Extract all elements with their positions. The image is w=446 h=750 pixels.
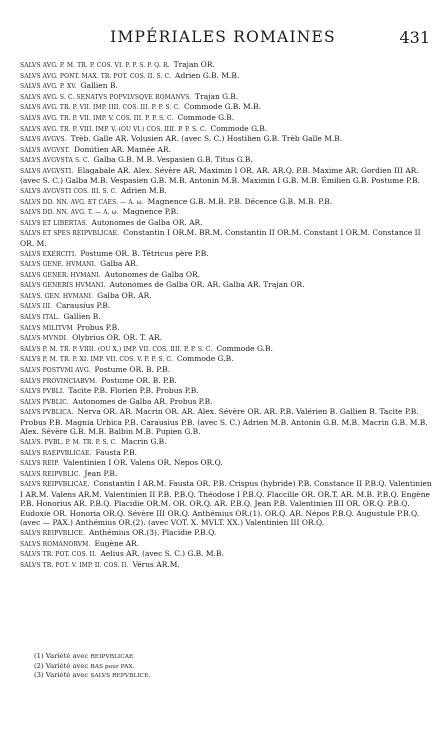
legend-entry (20, 197, 432, 208)
legend-entry (20, 560, 432, 571)
legend-text: SALVS REIPVBLIC. (20, 470, 81, 478)
legend-entry (20, 166, 432, 186)
legend-text: SALVS MVNDI. (20, 335, 69, 343)
legend-entry (20, 301, 432, 312)
legend-entry (20, 145, 432, 156)
legend-entry (20, 528, 432, 539)
emperor-list: Valentinien I OR. Valens OR. Nepos OR.Q. (63, 458, 223, 468)
emperor-list: Commode G.B. (177, 112, 235, 122)
page-number: 431 (399, 28, 430, 47)
emperor-list: Magnence P.B. (122, 207, 179, 217)
legend-text: SALVS AVGVSTI. (20, 167, 74, 175)
legend-text: SALVS AVGVST. (20, 146, 70, 154)
legend-entry (20, 365, 432, 376)
legend-entry (20, 218, 432, 229)
emperor-list: Commode G.B. (210, 123, 268, 133)
emperor-list: Trèb. Galle AR. Volusien AR. (avec S. C.) Hostilien G.B. Trèb Galle M.B. (70, 134, 343, 144)
emperor-list: Postume OR. B. P.B. (94, 365, 171, 375)
legend-text: SALVS AVG. PONT. MAX. TR. POT. COS. II. S. C. (20, 72, 172, 80)
legend-entry (20, 60, 432, 71)
legend-text: SALVS. PVBL. P. M. TR. P. S. C. (20, 439, 117, 446)
legend-text: SALVS AVG. TR. P. VII. IMP. IIII. COS. III. P. P. S. C. (20, 104, 181, 112)
legend-text: SALVS PVBLIC. (20, 398, 69, 406)
emperor-list: Jean P.B. (84, 468, 118, 478)
legend-text: SALVS PVBLICA. (20, 409, 74, 417)
legend-entry (20, 259, 432, 270)
emperor-list: Anthémius OR.(3). Placidie P.B.Q. (89, 527, 217, 537)
emperor-list: Elagabale AR. Alex. Sévère AR. Maximin I OR. AR. AR.Q. P.B. Maxime AR. Gordien III AR. (avec S. C.) Galba M.B. Vespasien G.B. M.B. Antonin M.B. Maximin I G.B. M.B. Émilien G.B. Postume P.B. (20, 165, 420, 186)
legend-entries-list (20, 60, 432, 570)
legend-text: SALVS GENE. HVMANI. (20, 261, 97, 269)
footnote-legend: SALVS REPVBLICE. (90, 673, 151, 680)
emperor-list: Autonomes de Galba OR. AR. Galba AR. Trajan OR. (109, 280, 305, 290)
legend-entry (20, 479, 432, 528)
legend-text: SALVS DD. NN. AVG. ET CAES. — A. ω. (20, 198, 144, 206)
emperor-list: Eugène AR. (94, 538, 140, 548)
emperor-list: Gallien B. (63, 312, 101, 322)
legend-entry (20, 344, 432, 355)
legend-text: SALVS RAEPVBLICAE. (20, 449, 92, 457)
legend-text: SALVS GENERIS HVMANI. (20, 282, 106, 290)
legend-text: SALVS TR. POT. COS. II. (20, 551, 97, 559)
page-header (0, 28, 446, 50)
legend-entry (20, 354, 432, 365)
emperor-list: Fausta P.B. (95, 447, 137, 457)
emperor-list: Constantin I OR.M. BR.M. Constantin II OR.M. Constant I OR.M. Constance II OR. M. (20, 228, 421, 248)
legend-text: SALVS AVGVSTA S. C. (20, 157, 90, 165)
legend-text: SALVS AVGVSTI COS. III. S. C. (20, 188, 117, 196)
legend-entry (20, 113, 432, 124)
emperor-list: Aelius AR. (avec S. C.) G.B. M.B. (100, 549, 224, 559)
legend-text: SALVS GENER. HVMANI. (20, 271, 101, 279)
emperor-list: Postume OR. B. P.B. (101, 375, 177, 385)
legend-text: SALVS AVG. P. M. TR. P. COS. VI. P. P. S. P. Q. R. (20, 62, 170, 69)
legend-text: SALVS ITAL. (20, 314, 60, 322)
legend-entry (20, 124, 432, 135)
legend-text: SALVS P. M. TR. P. XI. IMP. VII. COS. V. P. P. S. C. (20, 356, 173, 364)
legend-text: SALVS PROVINCIARVM. (20, 377, 98, 385)
legend-text: SALVS AVG. TR. P. VIII. IMP. V. (OU VI.) COS. IIII. P. P. S. C. (20, 125, 207, 133)
legend-text: SALVS EXERCITI. (20, 250, 77, 258)
legend-entry (20, 270, 432, 281)
emperor-list: Commode G.B. M.B. (184, 102, 262, 112)
emperor-list: Autonomes de Galba OR. AR. (91, 217, 203, 227)
footnote-text: (3) Variété avec (34, 671, 91, 680)
legend-entry (20, 81, 432, 92)
emperor-list: Adrien G.B. M.B. (175, 70, 240, 80)
legend-text: SALVS AVG. P. XV. (20, 83, 77, 91)
legend-entry (20, 407, 432, 437)
legend-entry (20, 376, 432, 387)
emperor-list: Constantin I AR.M. Fausta OR. P.B. Crispus (hybride) P.B. Constance II P.B.Q. Valentinien I AR.M. Valens AR.M. Valentinien II P.B. P.B.Q. Théodose I P.B.Q. Flaccille OR. OR.T. AR. M.B. P.B.Q. Engène P.B. Honorius AR. P.B.Q. Placidie OR.M. OR. OR.Q. AR. P.B.Q. Jean P.B. Valentinien III OR. OR.Q. P.B.Q. Eudoxie OR. Honoria OR.Q. Sévère III OR.Q. Anthémius OR.(1). OR.Q. AR. Népos P.B.Q. Augustule P.B.Q. (avec — PAX.) Anthémius OR.(2). (avec VOT. X. MVLT. XX.) Valentinien III OR.Q. (20, 479, 432, 528)
legend-entry (20, 333, 432, 344)
legend-entry (20, 469, 432, 480)
running-title: IMPÉRIALES ROMAINES (110, 28, 336, 46)
legend-entry (20, 207, 432, 218)
emperor-list: Domitien AR. Mamée AR. (74, 144, 171, 154)
emperor-list: Tacite P.B. Florien P.B. Probus P.B. (68, 386, 199, 396)
legend-entry (20, 280, 432, 291)
emperor-list: Adrien M.B. (121, 186, 167, 196)
legend-text: SALVS ROMANORVM. (20, 540, 91, 548)
emperor-list: Galba AR. (100, 259, 139, 269)
footnote (34, 671, 414, 681)
footnote-legend: REIPVBLICAE. (90, 654, 136, 660)
emperor-list: Commode G.B. (216, 343, 273, 353)
legend-text: SALVS TR. POT. V. IMP. II. COS. II. (20, 561, 129, 569)
emperor-list: Carausius P.B. (56, 301, 111, 311)
emperor-list: Magnence G.B. M.B. P.B. Décence G.B. M.B. P.B. (147, 196, 333, 206)
legend-entry (20, 228, 432, 248)
footnotes (34, 652, 414, 681)
legend-entry (20, 155, 432, 166)
legend-entry (20, 102, 432, 113)
legend-text: SALVS ET SPES REIPVBLICAE. (20, 230, 120, 238)
emperor-list: Olybrius OR. OR. T. AR. (72, 333, 162, 343)
emperor-list: Macrin G.B. (121, 437, 167, 446)
emperor-list: Autonomes de Galba AR. Probus P.B. (72, 396, 213, 406)
legend-entry (20, 397, 432, 408)
legend-entry (20, 249, 432, 260)
legend-text: SALVS P. M. TR. P. VIIII. (OU X.) IMP. VII. COS. IIII. P. P. S. C. (20, 345, 213, 353)
footnote-legend: BAS pour PAX. (90, 663, 135, 670)
emperor-list: Commode G.B. (176, 354, 234, 364)
emperor-list: Trajan G.B. (195, 91, 239, 101)
legend-entry (20, 291, 432, 302)
legend-entry (20, 323, 432, 334)
legend-text: SALVS AVG. TR. P. VII. IMP. V. COS. III. P. P. S. C. (20, 114, 174, 122)
footnote-text: (1) Variété avec (34, 652, 91, 660)
legend-text: SALVS DD. NN. AVG. T. — A. ω. (20, 209, 119, 217)
emperor-list: Galba G.B. M.B. Vespasien G.B. Titus G.B. (93, 155, 253, 165)
legend-text: SALVS ET LIBERTAS. (20, 219, 88, 227)
legend-text: SALVS REIPVBLICAE. (20, 481, 90, 489)
legend-entry (20, 458, 432, 469)
footnote-text: (2) Variété avec (34, 661, 91, 670)
emperor-list: Galba OR. AR. (97, 290, 152, 300)
legend-entry (20, 386, 432, 397)
legend-entry (20, 549, 432, 560)
legend-entry (20, 71, 432, 82)
legend-entry (20, 437, 432, 448)
legend-text: SALVS PVBLI. (20, 388, 65, 396)
legend-entry (20, 186, 432, 197)
emperor-list: Gallien B. (80, 81, 118, 91)
legend-text: SALVS POSTVMI AVG. (20, 367, 91, 375)
emperor-list: Vérus AR.M. (132, 559, 180, 569)
emperor-list: Postume OR. B. Tétricus père P.B. (80, 248, 209, 258)
footnote (34, 652, 414, 662)
legend-entry (20, 448, 432, 459)
legend-entry (20, 312, 432, 323)
legend-text: SALVS REIPVBLICE. (20, 529, 86, 537)
legend-text: SALVS. GEN. HVMANI. (20, 292, 94, 300)
legend-text: SALVS III. (20, 303, 53, 311)
legend-entry (20, 539, 432, 550)
legend-text: SALVS AVGVS. (20, 136, 67, 144)
legend-entry (20, 134, 432, 145)
legend-text: SALVS MILITVM (20, 324, 73, 332)
footnote (34, 662, 414, 672)
emperor-list: Autonomes de Galba OR. (104, 269, 201, 279)
emperor-list: Nerva OR. AR. Macrin OR. AR. Alex. Sévère OR. AR. P.B. Valérien B. Gallien B. Tacite P.B. Probus P.B. Magnia Urbica P.B. Carausius P.B. (avec S. C.) Adrien M.B. Antonin G.B. M.B. Macrin G.B. M.B. Alex. Sévère G.B. M.B. Balbin M.B. Pupien G.B. (20, 407, 428, 437)
emperor-list: Trajan OR. (173, 60, 215, 69)
legend-entry (20, 92, 432, 103)
emperor-list: Probus P.B. (76, 322, 120, 332)
legend-text: SALVS AVG. S. C. SENATVS POPVLVSQVE ROMANVS. (20, 93, 192, 101)
legend-text: SALVS REIP. (20, 460, 60, 468)
